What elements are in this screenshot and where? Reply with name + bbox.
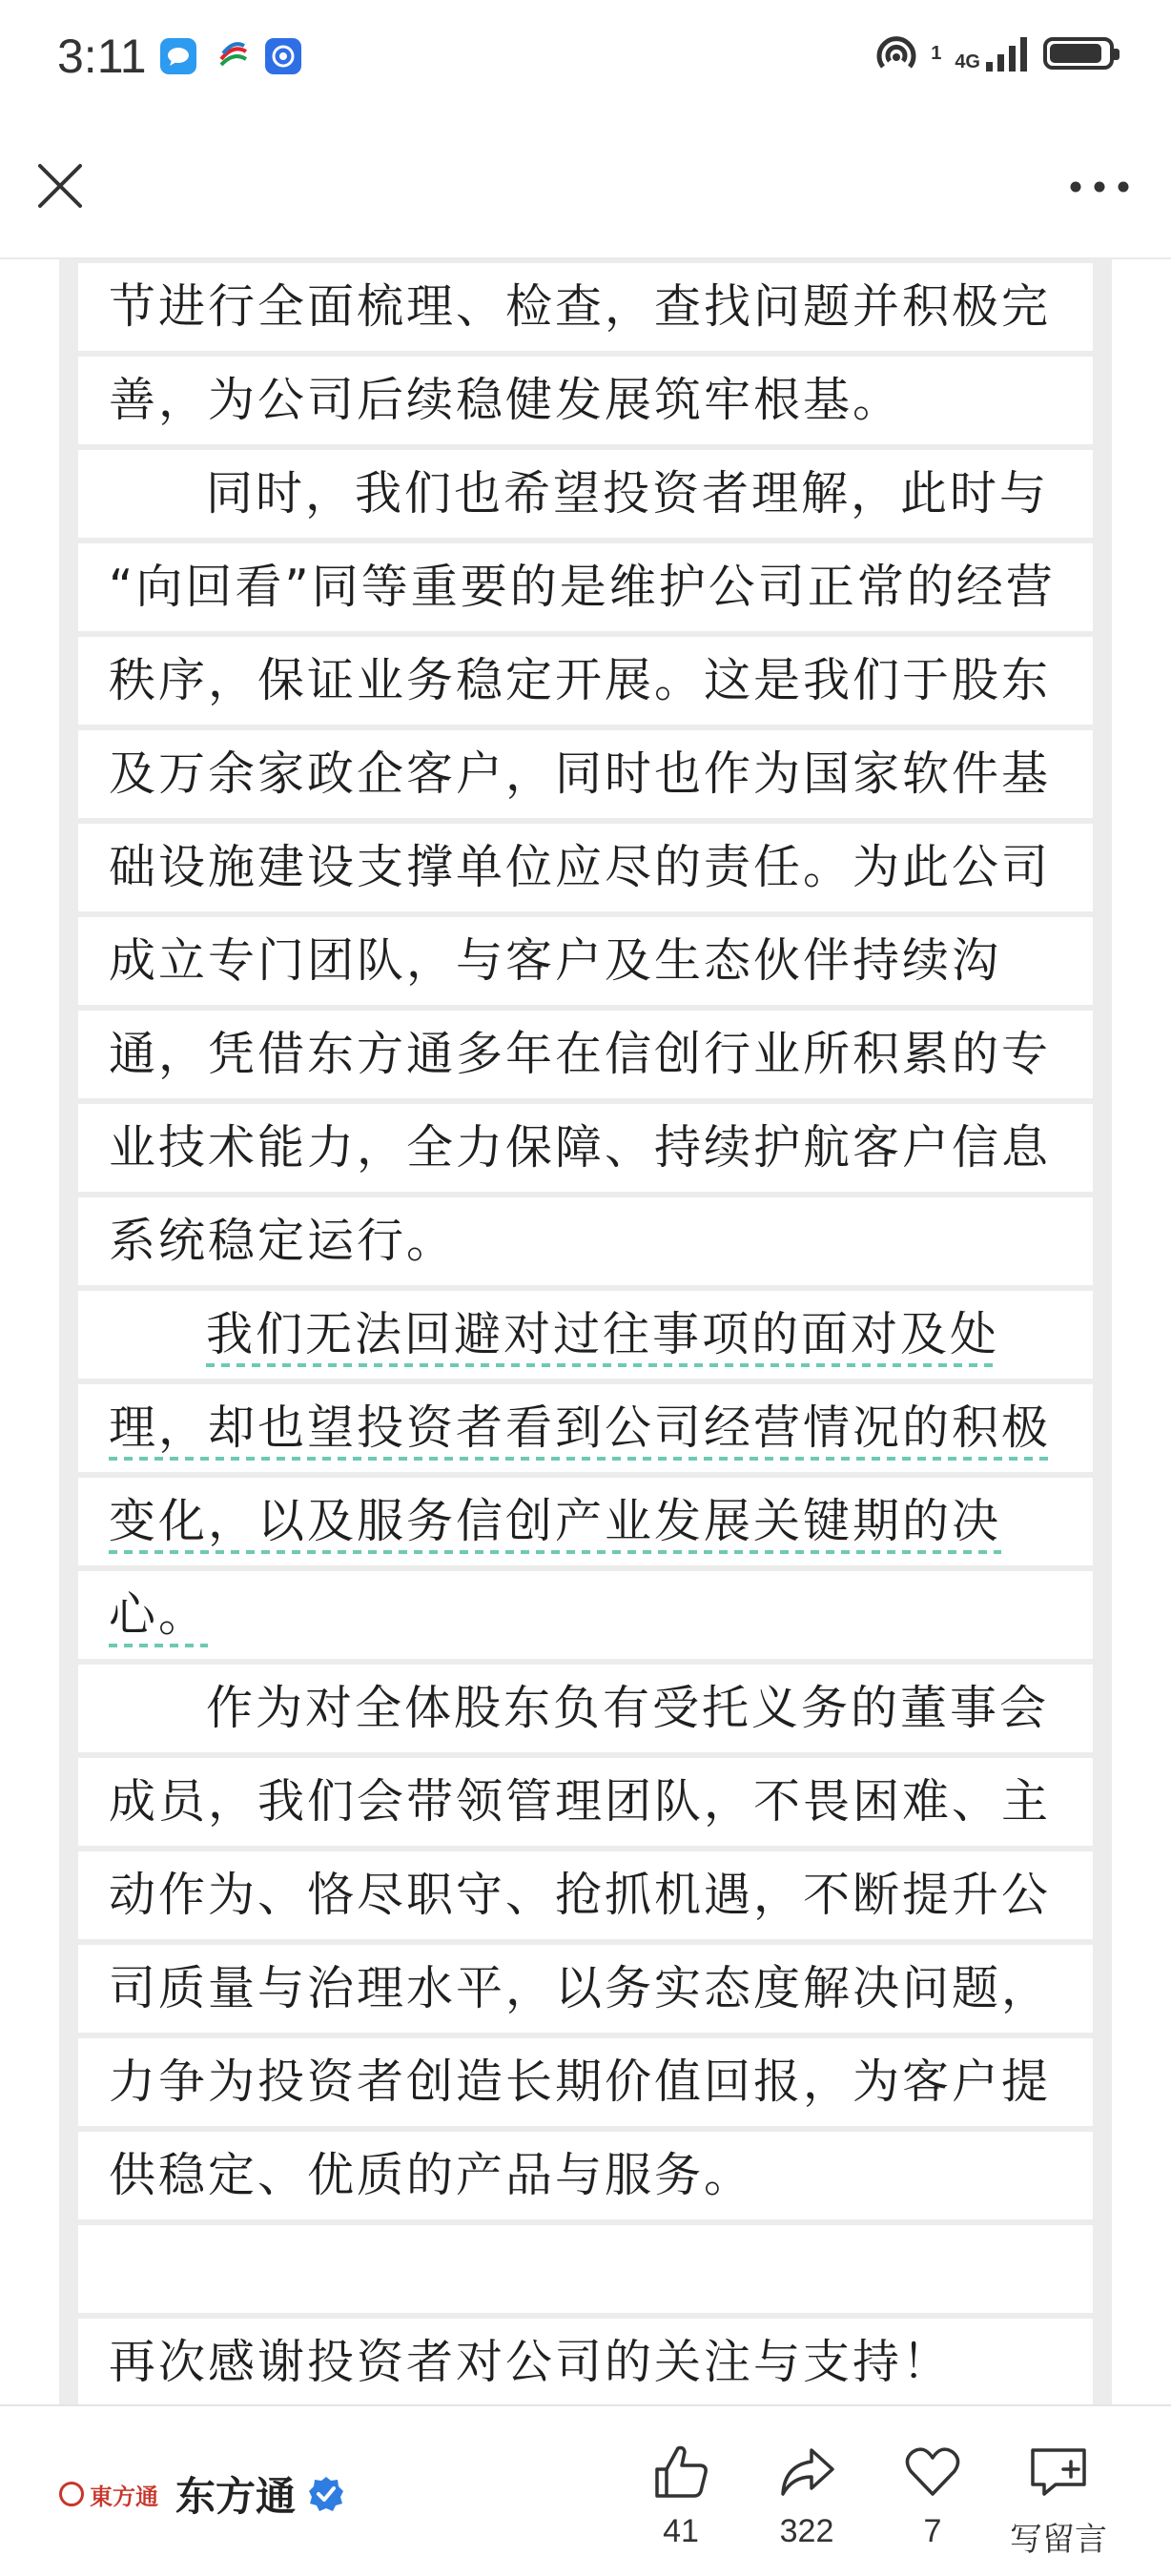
favorite-button[interactable] — [875, 2441, 990, 2550]
brand-logo[interactable] — [59, 2475, 158, 2513]
status-bar — [0, 0, 1171, 114]
close-icon[interactable] — [31, 156, 90, 215]
share-icon — [775, 2441, 838, 2504]
hotspot-icon — [875, 34, 917, 72]
article-line — [78, 263, 1093, 351]
article-line — [78, 2038, 1093, 2126]
article-line — [78, 357, 1093, 444]
highlighted-text[interactable]: 心。 — [109, 1587, 208, 1647]
article-text: 业技术能力，全力保障、持续护航客户信息 — [109, 1120, 1052, 1175]
article-line — [78, 543, 1093, 631]
article-line — [78, 1571, 1093, 1659]
article-text: 动作为、恪尽职守、抢抓机遇，不断提升公 — [109, 1868, 1052, 1922]
article-line — [78, 1197, 1093, 1285]
china-mobile-icon — [216, 38, 252, 74]
article-line — [78, 1478, 1093, 1565]
article-text: 供稳定、优质的产品与服务。 — [109, 2148, 754, 2202]
article-line — [78, 1384, 1093, 1472]
favorite-count: 7 — [923, 2513, 942, 2549]
app-icon — [265, 38, 301, 74]
article-body — [59, 259, 1112, 2404]
article-text: “向回看”同等重要的是维护公司正常的经营 — [109, 560, 1056, 614]
comment-button[interactable] — [1001, 2441, 1116, 2560]
article-text: 系统稳定运行。 — [109, 1214, 457, 1268]
share-count: 322 — [779, 2513, 834, 2549]
battery-icon — [1043, 37, 1114, 70]
article-line — [78, 2132, 1093, 2219]
like-count: 41 — [663, 2513, 699, 2549]
account-name: 东方通 — [175, 2473, 297, 2520]
nav-bar — [0, 114, 1171, 259]
article-text: 及万余家政企客户，同时也作为国家软件基 — [109, 746, 1052, 801]
comment-add-icon — [1027, 2441, 1090, 2504]
article-text: 成立专门团队，与客户及生态伙伴持续沟 — [109, 933, 1002, 988]
article-text: 善，为公司后续稳健发展筑牢根基。 — [109, 373, 903, 427]
comment-label: 写留言 — [1010, 2522, 1107, 2558]
article-text: 成员，我们会带领管理团队，不畏困难、主 — [109, 1774, 1052, 1829]
bottom-bar — [0, 2404, 1171, 2576]
like-button[interactable] — [624, 2441, 738, 2550]
highlighted-text[interactable]: 变化，以及服务信创产业发展关键期的决 — [109, 1494, 1001, 1554]
article-text: 作为对全体股东负有受托义务的董事会 — [206, 1681, 1050, 1735]
message-bubble-icon — [160, 38, 196, 74]
thumbs-up-icon — [649, 2441, 712, 2504]
signal-icon — [984, 35, 1030, 72]
battery-level — [1050, 44, 1101, 63]
network-sub-label: 1 — [931, 43, 942, 64]
network-label: 4G — [955, 51, 980, 72]
account-name-link[interactable] — [175, 2465, 345, 2523]
article-line — [78, 1104, 1093, 1192]
status-right — [875, 34, 1114, 72]
heart-icon — [901, 2441, 964, 2504]
article-text: 通，凭借东方通多年在信创行业所积累的专 — [109, 1027, 1052, 1081]
article-text: 础设施建设支撑单位应尽的责任。为此公司 — [109, 840, 1052, 894]
logo-text: 東方通 — [90, 2482, 158, 2510]
article-line — [78, 450, 1093, 538]
article-line — [78, 917, 1093, 1005]
article-text: 再次感谢投资者对公司的关注与支持！ — [109, 2335, 953, 2389]
highlighted-text[interactable]: 理，却也望投资者看到公司经营情况的积极 — [109, 1400, 1051, 1461]
article-line — [78, 2225, 1093, 2313]
highlighted-text[interactable]: 我们无法回避对过往事项的面对及处 — [206, 1307, 999, 1367]
verified-badge-icon — [307, 2475, 345, 2513]
article-line — [78, 1758, 1093, 1846]
article-text: 节进行全面梳理、检查，查找问题并积极完 — [109, 279, 1052, 334]
article-text: 同时，我们也希望投资者理解，此时与 — [206, 466, 1050, 521]
article-line — [78, 1945, 1093, 2033]
article-text: 力争为投资者创造长期价值回报，为客户提 — [109, 2055, 1052, 2109]
article-line — [78, 1665, 1093, 1752]
article-line — [78, 637, 1093, 725]
article-line — [78, 1851, 1093, 1939]
share-button[interactable] — [750, 2441, 864, 2550]
status-time: 3:11 — [57, 30, 147, 83]
more-icon[interactable] — [1066, 168, 1133, 206]
article-text: 秩序，保证业务稳定开展。这是我们于股东 — [109, 653, 1052, 707]
article-line — [78, 824, 1093, 911]
article-line — [78, 1291, 1093, 1379]
article-line — [78, 2319, 1093, 2404]
article-line — [78, 1011, 1093, 1098]
article-text: 司质量与治理水平，以务实态度解决问题， — [109, 1961, 1052, 2015]
article-line — [78, 730, 1093, 818]
logo-mark-icon — [59, 2482, 84, 2506]
